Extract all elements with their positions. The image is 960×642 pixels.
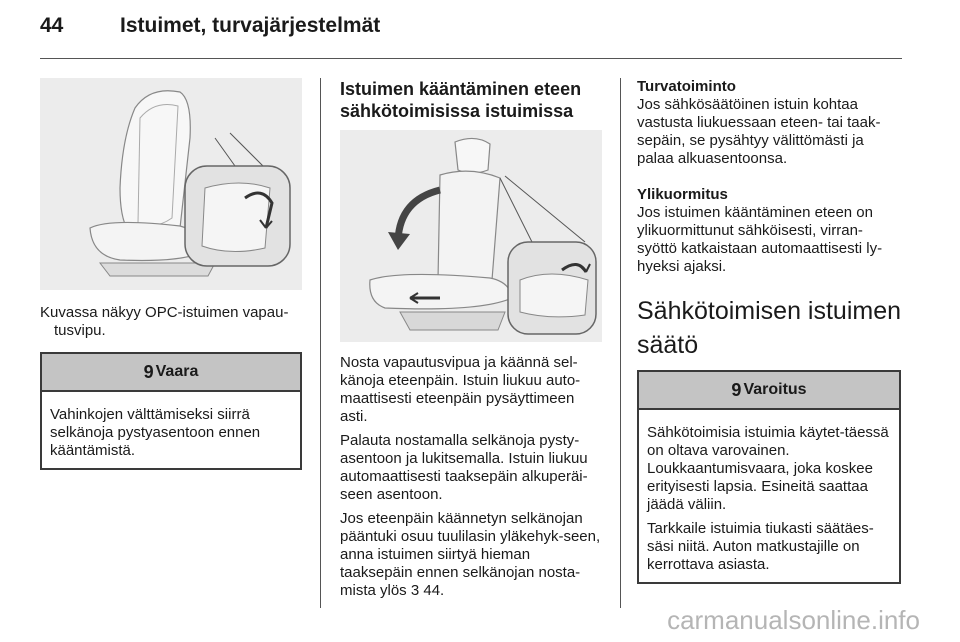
danger-body [42, 392, 300, 468]
caution-text-1: Sähkötoimisia istuimia käytet-täessä on oltava varovainen. Loukkaantumisvaara, joka koskee erityisesti lapsia. Esineitä saattaa jäädä väliin. [647, 424, 889, 513]
safety-function-text: Jos sähkösäätöinen istuin kohtaa vastusta liukuessaan eteen- tai taak-sepäin, se pysähtyy välittömästi ja palaa alkuasentoonsa. [637, 96, 881, 167]
caution-text-2: Tarkkaile istuimia tiukasti säätäes-säsi niitä. Auton matkustajille on kerrottava asiasta. [647, 520, 874, 573]
section-heading-line-1: Istuimen kääntäminen eteen [340, 79, 582, 99]
caption-line-1: Kuvassa näkyy OPC-istuimen vapau- [40, 304, 289, 321]
overload-text: Jos istuimen kääntäminen eteen on ylikuormittunut sähköisesti, virran-syöttö katkaistaan automaattisesti ly-hyeksi ajaksi. [637, 204, 883, 275]
danger-header [42, 354, 300, 392]
paragraph-3-text: Jos eteenpäin käännetyn selkänojan pääntuki osuu tuulilasin yläkehyk-seen, anna istuimen siirtyä hieman taaksepäin ennen selkänojan nosta-mista ylös [340, 510, 601, 599]
seat-tilt-forward-figure [340, 130, 602, 342]
seat-release-lever-figure [40, 78, 302, 290]
subheading-overload: Ylikuormitus [637, 186, 728, 203]
caution-title: Varoitus [743, 381, 807, 398]
watermark: carmanualsonline.info [667, 605, 920, 635]
page-title: Istuimet, turvajärjestelmät [120, 14, 381, 37]
page-number: 44 [40, 14, 64, 37]
section-heading-line-2: sähkötoimisissa istuimissa [340, 101, 574, 121]
page-header [40, 14, 902, 50]
big-heading-line-2: säätö [637, 331, 699, 359]
warning-triangle-icon: 9 [731, 379, 742, 400]
column-1 [40, 78, 302, 470]
caption-line-2: tusvipu. [54, 322, 106, 339]
page-reference-icon: 3 [410, 582, 420, 599]
subheading-safety-function: Turvatoiminto [637, 78, 736, 95]
opc-seat-illustration [40, 78, 302, 290]
danger-box [40, 352, 302, 470]
caution-body [639, 410, 899, 582]
header-rule [40, 58, 902, 59]
column-divider-2 [620, 78, 621, 608]
column-2 [340, 78, 602, 600]
caution-box [637, 370, 901, 584]
danger-title: Vaara [155, 363, 199, 380]
column-divider-1 [320, 78, 321, 608]
paragraph-2: Palauta nostamalla selkänoja pysty-asentoon ja lukitsemalla. Istuin liukuu automaattisesti taaksepäin alkuperäi-seen asentoon. [340, 432, 588, 503]
column-3 [637, 78, 901, 584]
figure-caption [40, 304, 302, 340]
warning-triangle-icon: 9 [143, 361, 154, 382]
danger-text: Vahinkojen välttämiseksi siirrä selkänoja pystyasentoon ennen kääntämistä. [50, 406, 261, 459]
paragraph-3 [340, 510, 602, 600]
page-reference[interactable]: 44. [423, 582, 445, 599]
power-seat-illustration [340, 130, 602, 342]
paragraph-1: Nosta vapautusvipua ja käännä sel-känoja eteenpäin. Istuin liukuu auto-maattisesti eteenpäin pysäyttimeen asti. [340, 354, 581, 425]
big-heading-line-1: Sähkötoimisen istuimen [637, 297, 902, 325]
caution-header [639, 372, 899, 410]
section-body [340, 354, 602, 600]
